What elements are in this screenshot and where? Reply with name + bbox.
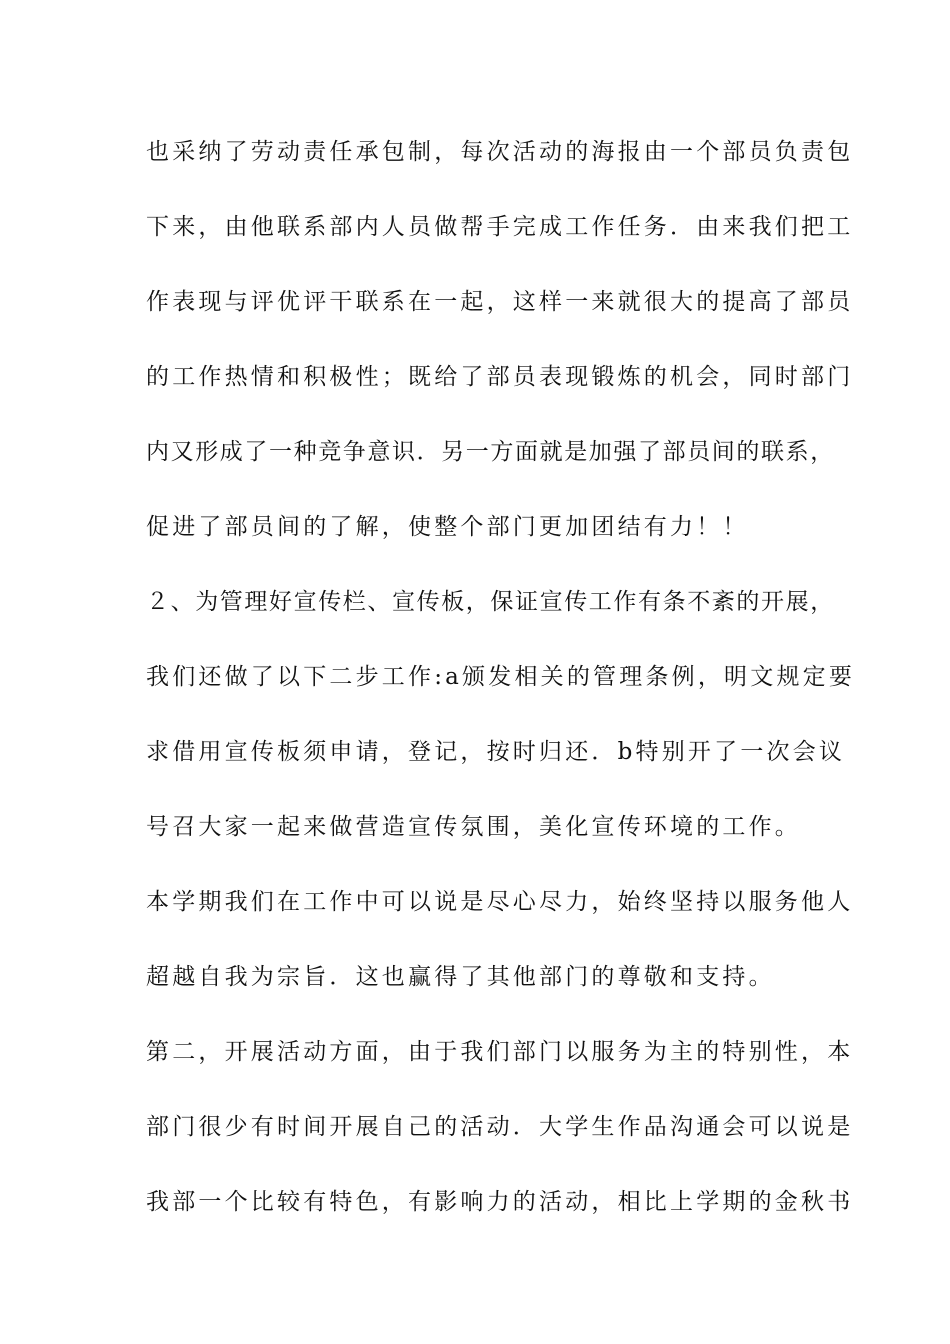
text-line: 作表现与评优评干联系在一起，这样一来就很大的提高了部员 [146,289,854,315]
text-line: 本学期我们在工作中可以说是尽心尽力，始终坚持以服务他人 [146,889,854,915]
text-line: 第二，开展活动方面，由于我们部门以服务为主的特别性，本 [146,1039,854,1065]
text-line: ２、为管理好宣传栏、宣传板，保证宣传工作有条不紊的开展， [146,589,835,615]
text-line: 求借用宣传板须申请，登记，按时归还．b特别开了一次会议 [146,739,846,765]
text-line: 我部一个比较有特色，有影响力的活动，相比上学期的金秋书 [146,1189,854,1215]
text-line: 我们还做了以下二步工作:a颁发相关的管理条例，明文规定要 [146,664,856,690]
text-line: 号召大家一起来做营造宣传氛围，美化宣传环境的工作。 [146,814,801,840]
text-line: 也采纳了劳动责任承包制，每次活动的海报由一个部员负责包 [146,139,854,165]
text-line: 的工作热情和积极性；既给了部员表现锻炼的机会，同时部门 [146,364,854,390]
text-line: 超越自我为宗旨．这也赢得了其他部门的尊敬和支持。 [146,964,775,990]
text-line: 促进了部员间的了解，使整个部门更加团结有力！！ [146,514,749,540]
text-line: 内又形成了一种竞争意识．另一方面就是加强了部员间的联系， [146,439,835,465]
body-text [146,130,856,1255]
text-line: 下来，由他联系部内人员做帮手完成工作任务．由来我们把工 [146,214,854,240]
text-line: 部门很少有时间开展自己的活动．大学生作品沟通会可以说是 [146,1114,854,1140]
